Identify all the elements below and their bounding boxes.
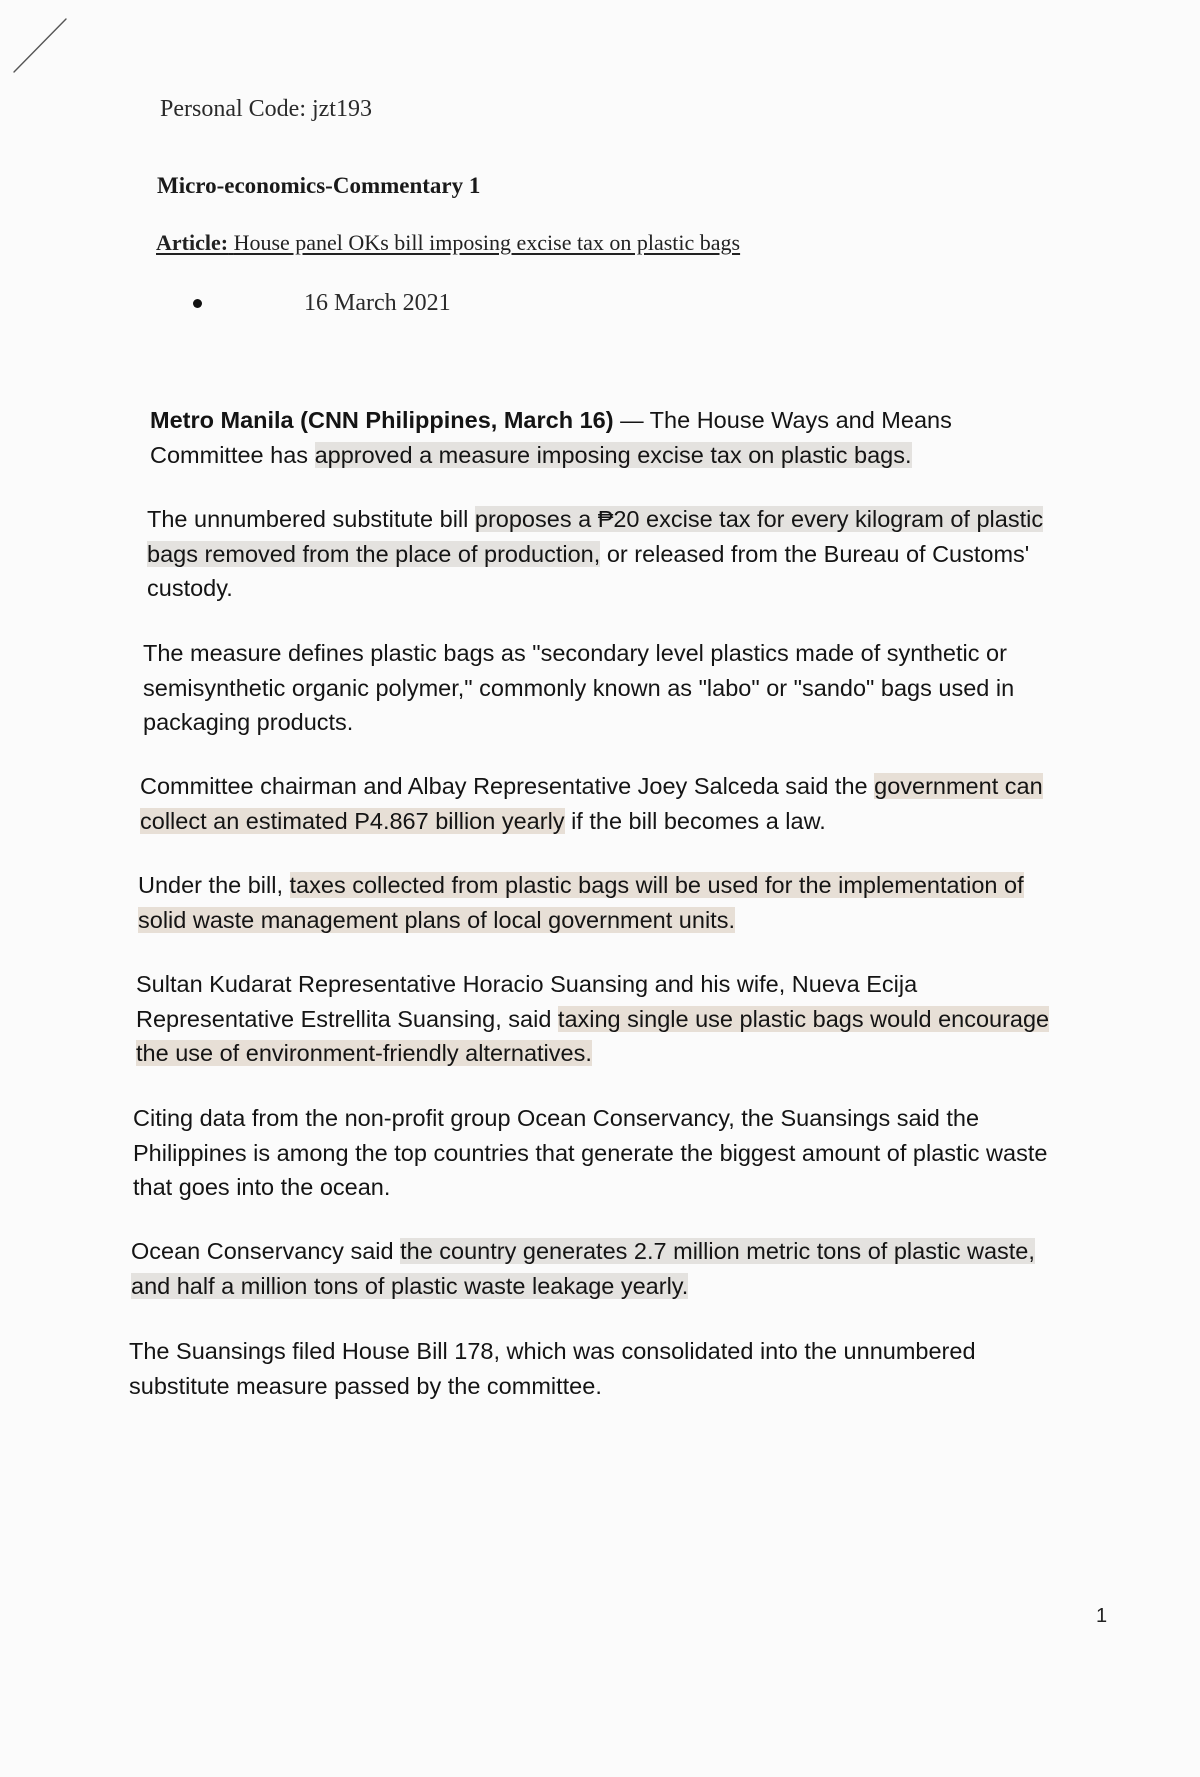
text-span: — The House Ways and Means — [613, 407, 952, 433]
paragraph-line: Citing data from the non-profit group Ocean Conservancy, the Suansings said the — [133, 1105, 980, 1131]
paragraph-line — [136, 1002, 1049, 1037]
paragraph-line — [150, 403, 952, 438]
highlighted-text: and half a million tons of plastic waste leakage yearly. — [131, 1272, 689, 1299]
bullet-dot-icon — [193, 299, 202, 308]
highlighted-text: approved a measure imposing excise tax on — [314, 441, 781, 468]
page-number: 1 — [1096, 1605, 1108, 1627]
paragraph-1 — [150, 403, 952, 472]
text-span: or released from the Bureau of Customs' — [600, 540, 1030, 567]
paragraph-line — [147, 502, 1043, 537]
highlighted-text: government can — [874, 773, 1043, 799]
text-span: The unnumbered substitute bill — [147, 506, 475, 532]
paragraph-5 — [138, 868, 1024, 937]
highlighted-text: the use of environment-friendly alternatives. — [136, 1040, 592, 1066]
highlighted-text: solid waste management plans of local government units. — [138, 906, 735, 933]
article-date: 16 March 2021 — [304, 290, 451, 316]
paragraph-line — [147, 537, 1043, 572]
paragraph-3 — [143, 636, 1014, 740]
document-title: Micro-economics-Commentary 1 — [157, 173, 481, 198]
paragraph-line: The measure defines plastic bags as "secondary level plastics made of synthetic or — [143, 640, 1007, 666]
paragraph-line: custody. — [147, 575, 233, 601]
article-heading — [156, 230, 740, 256]
paragraph-9 — [129, 1334, 976, 1403]
personal-code: Personal Code: jzt193 — [160, 96, 372, 122]
paragraph-line — [131, 1269, 1035, 1304]
paragraph-line — [150, 438, 952, 473]
paragraph-line — [140, 769, 1043, 804]
paragraph-line: that goes into the ocean. — [133, 1174, 391, 1200]
article-label: Article: — [156, 230, 229, 255]
text-span: Ocean Conservancy said — [131, 1238, 401, 1264]
highlighted-text: bags removed from the place of production, — [147, 540, 601, 567]
paragraph-line — [138, 903, 1024, 938]
highlighted-text: plastic bags. — [780, 441, 912, 468]
paragraph-line: semisynthetic organic polymer," commonly known as "labo" or "sando" bags used in — [143, 674, 1015, 701]
paragraph-line: packaging products. — [143, 709, 354, 735]
text-span: Committee chairman and Albay Representative Joey Salceda said the — [140, 773, 875, 799]
paragraph-4 — [140, 769, 1043, 838]
text-span: Representative Estrellita Suansing, said — [136, 1005, 558, 1032]
highlighted-text: the country generates 2.7 million metric tons of plastic waste, — [400, 1238, 1035, 1264]
text-span: if the bill becomes a law. — [564, 807, 826, 834]
highlighted-text: taxes collected from plastic bags will be used for the implementation of — [289, 872, 1024, 898]
highlighted-text: taxing single use plastic bags would encourage — [557, 1005, 1050, 1032]
paragraph-line: Philippines is among the top countries that generate the biggest amount of plastic waste — [133, 1139, 1048, 1166]
paragraph-2 — [147, 502, 1043, 606]
paragraph-line: Sultan Kudarat Representative Horacio Suansing and his wife, Nueva Ecija — [136, 971, 918, 997]
paragraph-line — [138, 868, 1024, 903]
paragraph-line — [131, 1234, 1035, 1269]
highlighted-text: proposes a ₱20 excise tax for every kilogram of plastic — [474, 506, 1044, 532]
article-title: House panel OKs bill imposing excise tax on plastic bags — [233, 230, 741, 255]
paragraph-line — [136, 1036, 1049, 1071]
text-span: Under the bill, — [138, 872, 290, 898]
dateline: Metro Manila (CNN Philippines, March 16) — [150, 407, 614, 433]
paragraph-line: The Suansings filed House Bill 178, which was consolidated into the unnumbered — [129, 1338, 976, 1364]
paragraph-8 — [131, 1234, 1035, 1303]
paragraph-6 — [136, 967, 1049, 1071]
pen-stroke-mark — [0, 0, 80, 80]
paragraph-7 — [133, 1101, 1047, 1205]
paragraph-line — [140, 804, 1043, 839]
highlighted-text: collect an estimated P4.867 billion yearly — [140, 807, 565, 834]
text-span: Committee has — [150, 441, 315, 468]
paragraph-line: substitute measure passed by the committee. — [129, 1372, 602, 1399]
